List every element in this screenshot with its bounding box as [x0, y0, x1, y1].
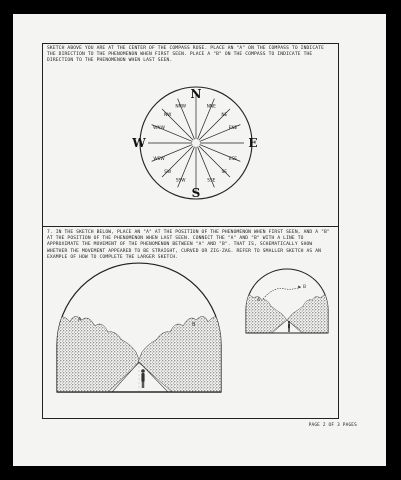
large-sketch-label-a: A	[78, 317, 82, 323]
compass-west-label: W	[132, 136, 146, 150]
page-footer: PAGE 2 OF 3 PAGES	[308, 423, 357, 428]
compass-east-label: E	[248, 136, 258, 150]
compass-direction-nnw: NNW	[175, 104, 187, 110]
compass-direction-ese: ESE	[228, 156, 238, 162]
compass-south-label: S	[191, 186, 201, 200]
compass-direction-sse: SSE	[207, 178, 216, 184]
small-sketch-label-a: A	[257, 298, 261, 303]
example-movement-path	[263, 287, 301, 299]
large-sketch-label-b: B	[192, 322, 196, 328]
compass-direction-nne: NNE	[206, 104, 216, 110]
compass-direction-wnw: WNW	[153, 126, 165, 132]
compass-instructions: SKETCH ABOVE YOU ARE AT THE CENTER OF THE COMPASS ROSE. PLACE AN "A" ON THE COMPASS TO INDICATE THE DIRECTION TO THE PHENOMENON WHEN FIRST SEEN. PLACE A "B" ON THE COMPASS TO INDICATE THE DIRECTION TO THE PHENOMENON WHEN LAST SEEN.	[47, 46, 324, 64]
compass-direction-se: SE	[221, 169, 228, 175]
compass-direction-ssw: SSW	[175, 178, 186, 184]
compass-direction-wsw: WSW	[153, 156, 165, 162]
compass-direction-sw: SW	[164, 169, 172, 175]
sketch-instructions: 7. IN THE SKETCH BELOW, PLACE AN "A" AT THE POSITION OF THE PHENOMENON WHEN FIRST SEEN, AND A "B" AT THE POSITION OF THE PHENOMENON WHEN LAST SEEN. CONNECT THE "A" AND "B" WITH A LINE TO APPROXIMATE THE MOVEMENT OF THE PHENOMENON BETWEEN "A" AND "B". THAT IS, SCHEMATICALLY SHOW WHETHER THE MOVEMENT APPEARED TO BE STRAIGHT, CURVED OR ZIG-ZAG. REFER TO SMALLER SKETCH AS AN EXAMPLE OF HOW TO COMPLETE THE LARGER SKETCH.	[47, 230, 330, 260]
example-path-arrowhead	[298, 286, 301, 289]
small-person-figure	[288, 321, 290, 332]
compass-direction-ene: ENE	[228, 126, 238, 132]
small-sketch-label-b: B	[303, 285, 307, 290]
compass-direction-ne: NE	[221, 113, 228, 119]
compass-north-label: N	[190, 87, 202, 101]
compass-direction-nw: NW	[163, 113, 172, 119]
